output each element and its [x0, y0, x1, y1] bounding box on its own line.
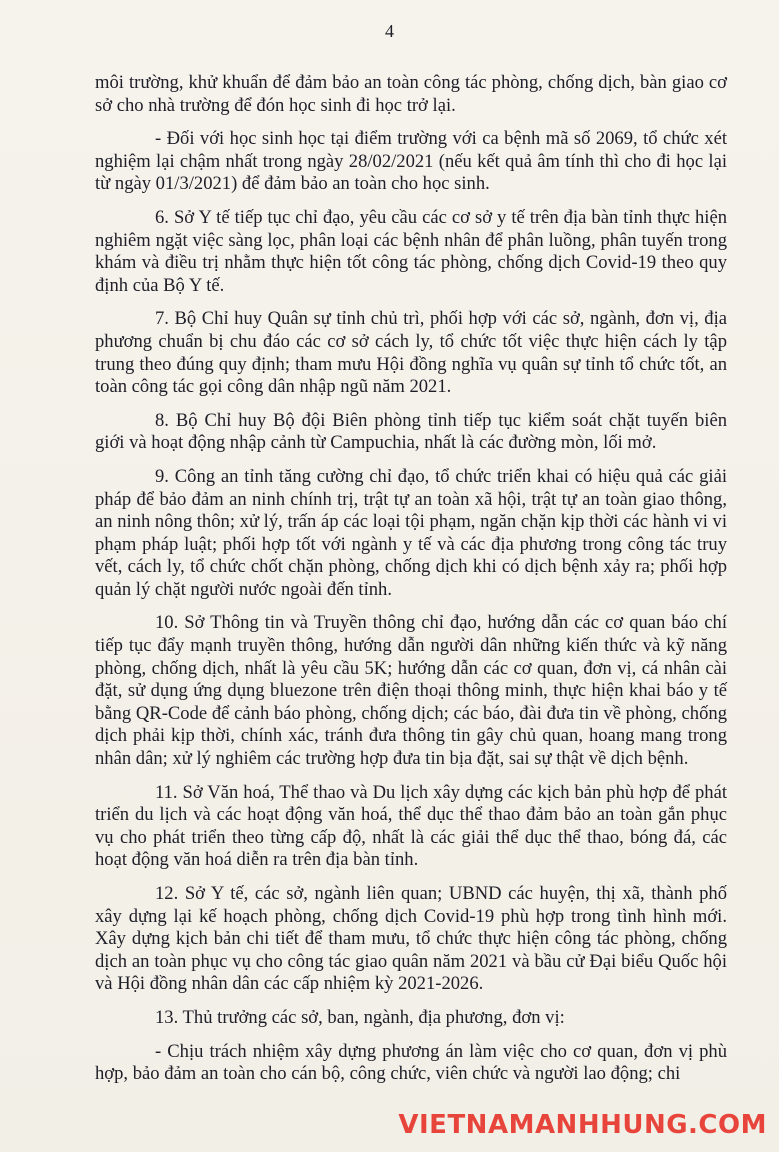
paragraph-item-8: 8. Bộ Chỉ huy Bộ đội Biên phòng tỉnh tiếp tục kiểm soát chặt tuyến biên giới và hoạt động nhập cảnh từ Campuchia, nhất là các đường mòn, lối mở.: [95, 409, 727, 454]
paragraph-continuation: môi trường, khử khuẩn để đảm bảo an toàn công tác phòng, chống dịch, bàn giao cơ sở cho nhà trường để đón học sinh đi học trở lại.: [95, 72, 727, 116]
page-number: 4: [385, 21, 394, 41]
document-body: [95, 72, 727, 1097]
paragraph-item-6: 6. Sở Y tế tiếp tục chỉ đạo, yêu cầu các cơ sở y tế trên địa bàn tỉnh thực hiện nghiêm ngặt việc sàng lọc, phân loại các bệnh nhân để phân luồng, phân tuyến trong khám và điều trị nhằm thực hiện tốt công tác phòng, chống dịch Covid-19 theo quy định của Bộ Y tế.: [95, 206, 727, 296]
paragraph-item-11: 11. Sở Văn hoá, Thể thao và Du lịch xây dựng các kịch bản phù hợp để phát triển du lịch và các hoạt động văn hoá, thể dục thể thao đảm bảo an toàn gắn phục vụ cho phát triển theo từng cấp độ, nhất là các giải thể dục thể thao, bóng đá, các hoạt động văn hoá diễn ra trên địa bàn tỉnh.: [95, 781, 727, 871]
paragraph-item-9: 9. Công an tỉnh tăng cường chỉ đạo, tổ chức triển khai có hiệu quả các giải pháp để bảo đảm an ninh chính trị, trật tự an toàn xã hội, trật tự an toàn giao thông, an ninh nông thôn; xử lý, trấn áp các loại tội phạm, ngăn chặn kịp thời các hành vi vi phạm pháp luật; phối hợp tốt với ngành y tế và các địa phương trong công tác truy vết, cách ly, tổ chức chốt chặn phòng, chống dịch khi có dịch bệnh xảy ra; phối hợp quản lý chặt người nước ngoài đến tỉnh.: [95, 465, 727, 600]
paragraph-item-13-sub: - Chịu trách nhiệm xây dựng phương án làm việc cho cơ quan, đơn vị phù hợp, bảo đảm an toàn cho cán bộ, công chức, viên chức và người lao động; chi: [95, 1040, 727, 1085]
paragraph-item-13: 13. Thủ trưởng các sở, ban, ngành, địa phương, đơn vị:: [155, 1006, 565, 1028]
paragraph-student-testing: - Đối với học sinh học tại điểm trường với ca bệnh mã số 2069, tổ chức xét nghiệm lại chậm nhất trong ngày 28/02/2021 (nếu kết quả âm tính thì cho đi học lại từ ngày 01/3/2021) để đảm bảo an toàn cho học sinh.: [95, 128, 727, 195]
paragraph-item-7: 7. Bộ Chỉ huy Quân sự tỉnh chủ trì, phối hợp với các sở, ngành, đơn vị, địa phương chuẩn bị chu đáo các cơ sở cách ly, tổ chức tốt việc thực hiện cách ly tập trung theo đúng quy định; tham mưu Hội đồng nghĩa vụ quân sự tỉnh tổ chức tốt, an toàn công tác gọi công dân nhập ngũ năm 2021.: [95, 308, 727, 398]
paragraph-item-10: 10. Sở Thông tin và Truyền thông chỉ đạo, hướng dẫn các cơ quan báo chí tiếp tục đẩy mạnh truyền thông, hướng dẫn người dân những kiến thức và kỹ năng phòng, chống dịch, nhất là yêu cầu 5K; hướng dẫn các cơ quan, đơn vị, cá nhân cài đặt, sử dụng ứng dụng bluezone trên điện thoại thông minh, thực hiện khai báo y tế bằng QR-Code để cảnh báo phòng, chống dịch; các báo, đài đưa tin về phòng, chống dịch phải kịp thời, chính xác, tránh đưa thông tin gây chủ quan, hoang mang trong nhân dân; xử lý nghiêm các trường hợp đưa tin bịa đặt, sai sự thật về dịch bệnh.: [95, 612, 727, 770]
paragraph-item-12: 12. Sở Y tế, các sở, ngành liên quan; UBND các huyện, thị xã, thành phố xây dựng lại kế hoạch phòng, chống dịch Covid-19 phù hợp trong tình hình mới. Xây dựng kịch bản chi tiết để tham mưu, tổ chức thực hiện công tác phòng, chống dịch an toàn phục vụ cho công tác giao quân năm 2021 và bầu cử Đại biểu Quốc hội và Hội đồng nhân dân các cấp nhiệm kỳ 2021-2026.: [95, 883, 727, 995]
watermark-logo: VIETNAMANHHUNG.COM: [398, 1110, 767, 1140]
